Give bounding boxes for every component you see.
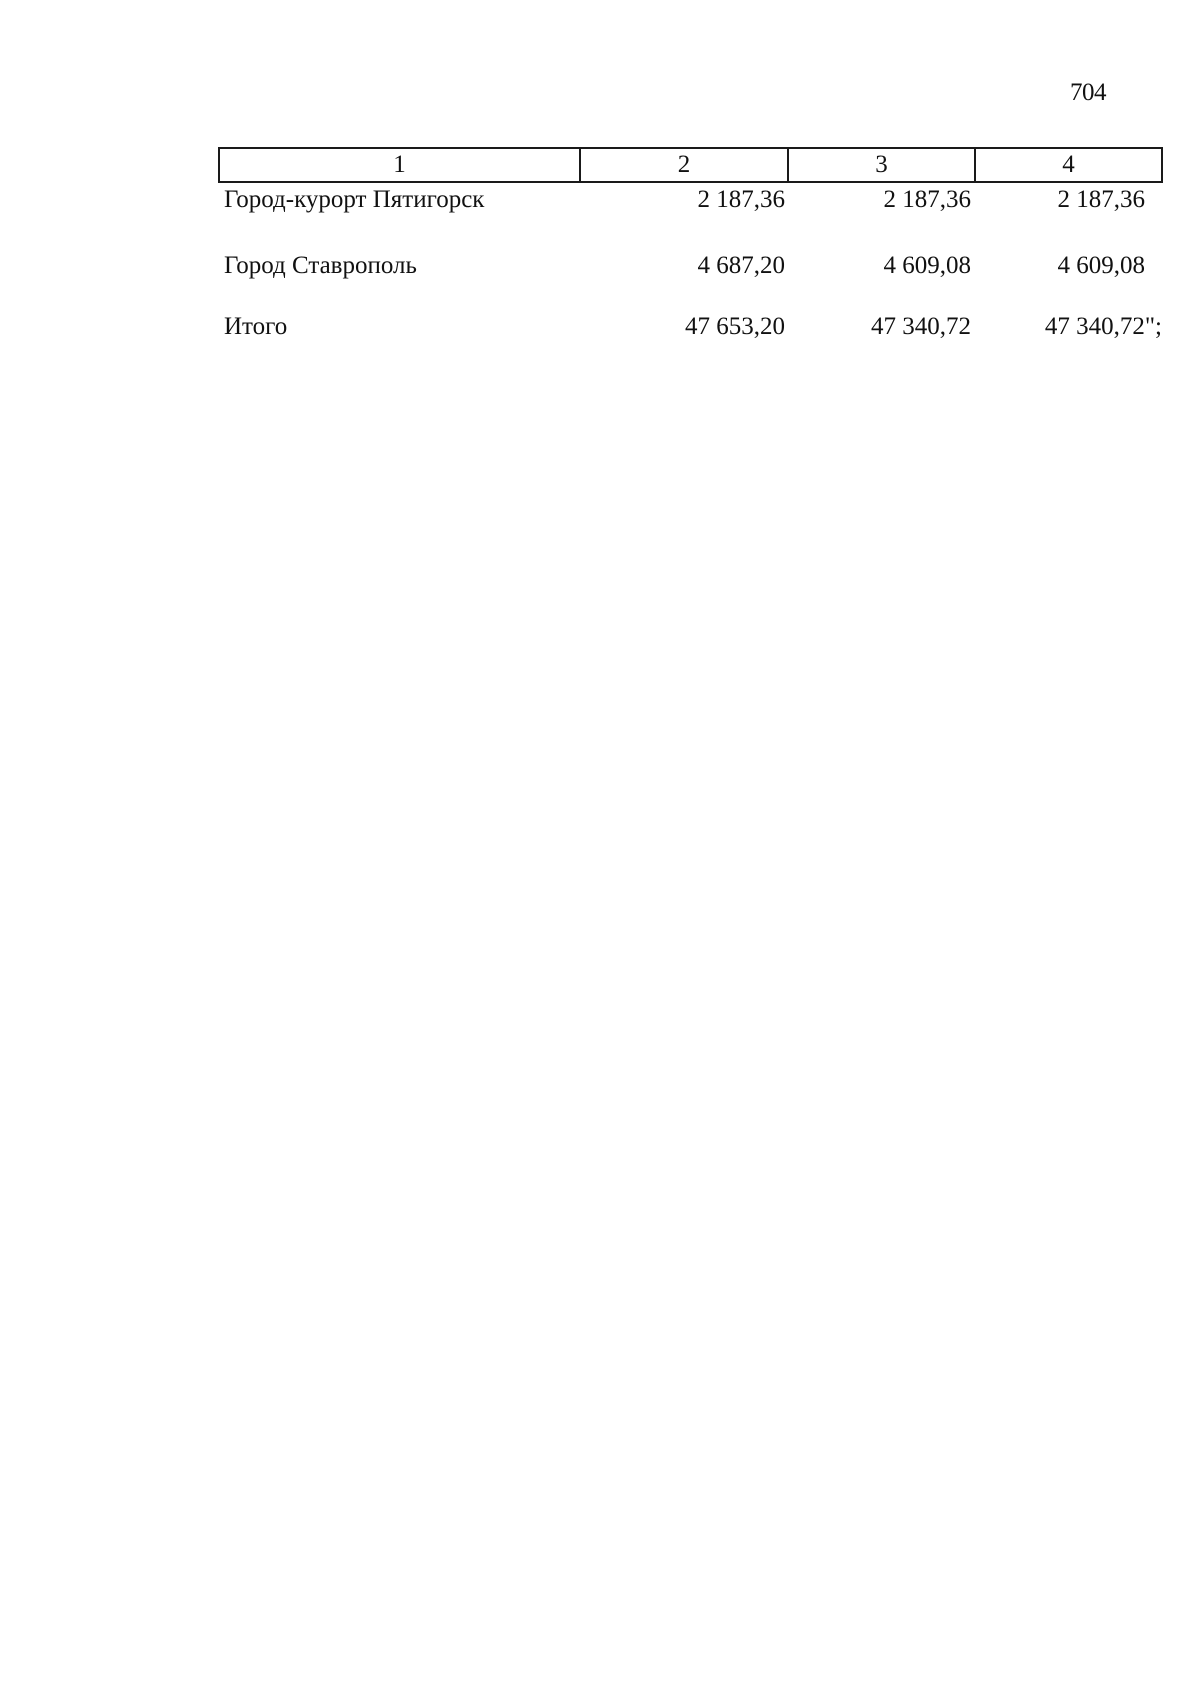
- total-value-cell: 47 340,72: [871, 313, 971, 340]
- value-cell: 2 187,36: [697, 186, 785, 213]
- table-row: [219, 182, 1162, 249]
- row-name-cell: Город Ставрополь: [224, 252, 417, 279]
- spacer-row: [219, 282, 1162, 310]
- value-cell: 2 187,36: [883, 186, 971, 213]
- value-cell: 4 687,20: [697, 252, 785, 279]
- column-header-3: 3: [788, 148, 975, 182]
- total-value-cell: 47 653,20: [685, 313, 785, 340]
- total-label-cell: Итого: [224, 313, 288, 340]
- value-cell: 2 187,36: [1057, 186, 1145, 213]
- column-header-2: 2: [580, 148, 788, 182]
- column-header-1: 1: [219, 148, 580, 182]
- table-row: [219, 249, 1162, 282]
- total-value-cell: 47 340,72";: [1044, 313, 1162, 340]
- total-row: [219, 310, 1162, 343]
- spacer-cell: [219, 282, 580, 310]
- value-cell: 4 609,08: [883, 252, 971, 279]
- value-cell: 4 609,08: [1057, 252, 1145, 279]
- spacer-cell: [788, 282, 975, 310]
- spacer-cell: [580, 282, 788, 310]
- column-header-4: 4: [975, 148, 1162, 182]
- header-row: [219, 148, 1162, 182]
- data-table: [218, 147, 1163, 343]
- page-number: 704: [1070, 79, 1106, 106]
- row-name-cell: Город-курорт Пятигорск: [224, 186, 485, 213]
- spacer-cell: [975, 282, 1162, 310]
